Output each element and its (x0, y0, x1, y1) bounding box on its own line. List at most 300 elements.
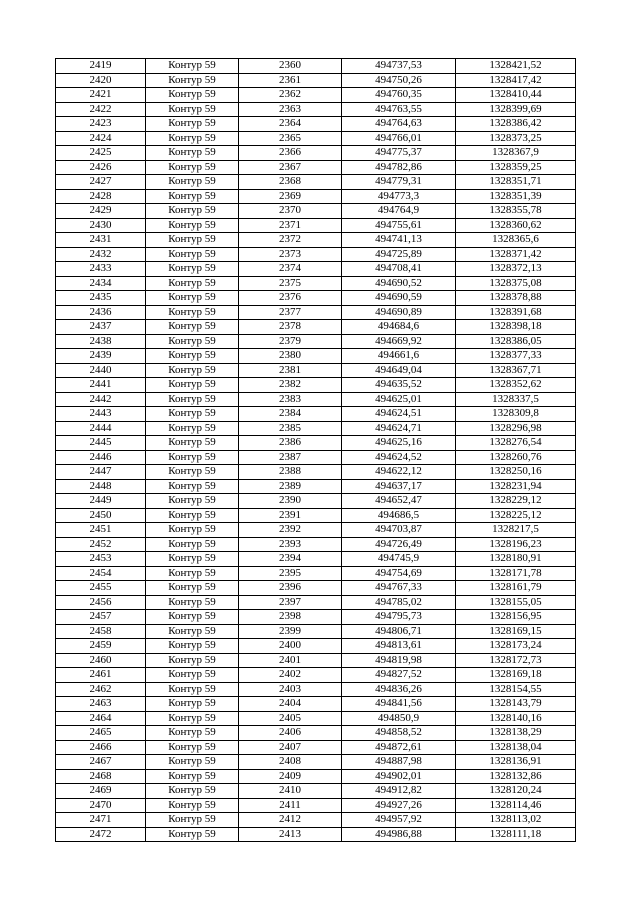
x-coordinate-cell: 494813,61 (342, 639, 456, 654)
x-coordinate-cell: 494703,87 (342, 523, 456, 538)
row-number-cell: 2425 (56, 146, 146, 161)
table-row (56, 494, 576, 509)
point-number-cell: 2394 (239, 552, 342, 567)
y-coordinate-cell: 1328372,13 (456, 262, 576, 277)
table-row (56, 392, 576, 407)
x-coordinate-cell: 494708,41 (342, 262, 456, 277)
table-row (56, 668, 576, 683)
row-number-cell: 2447 (56, 465, 146, 480)
contour-name-cell: Контур 59 (146, 378, 239, 393)
row-number-cell: 2444 (56, 421, 146, 436)
table-row (56, 726, 576, 741)
y-coordinate-cell: 1328359,25 (456, 160, 576, 175)
row-number-cell: 2472 (56, 827, 146, 842)
y-coordinate-cell: 1328398,18 (456, 320, 576, 335)
x-coordinate-cell: 494779,31 (342, 175, 456, 190)
row-number-cell: 2465 (56, 726, 146, 741)
x-coordinate-cell: 494927,26 (342, 798, 456, 813)
point-number-cell: 2369 (239, 189, 342, 204)
row-number-cell: 2436 (56, 305, 146, 320)
contour-name-cell: Контур 59 (146, 639, 239, 654)
table-row (56, 537, 576, 552)
table-row (56, 595, 576, 610)
x-coordinate-cell: 494625,16 (342, 436, 456, 451)
row-number-cell: 2422 (56, 102, 146, 117)
table-row (56, 813, 576, 828)
x-coordinate-cell: 494912,82 (342, 784, 456, 799)
x-coordinate-cell: 494745,9 (342, 552, 456, 567)
table-row (56, 610, 576, 625)
x-coordinate-cell: 494754,69 (342, 566, 456, 581)
table-row (56, 363, 576, 378)
point-number-cell: 2388 (239, 465, 342, 480)
x-coordinate-cell: 494986,88 (342, 827, 456, 842)
row-number-cell: 2441 (56, 378, 146, 393)
x-coordinate-cell: 494635,52 (342, 378, 456, 393)
row-number-cell: 2455 (56, 581, 146, 596)
y-coordinate-cell: 1328391,68 (456, 305, 576, 320)
row-number-cell: 2462 (56, 682, 146, 697)
x-coordinate-cell: 494686,5 (342, 508, 456, 523)
y-coordinate-cell: 1328377,33 (456, 349, 576, 364)
table-row (56, 276, 576, 291)
row-number-cell: 2432 (56, 247, 146, 262)
point-number-cell: 2396 (239, 581, 342, 596)
table-row (56, 334, 576, 349)
y-coordinate-cell: 1328120,24 (456, 784, 576, 799)
contour-name-cell: Контур 59 (146, 523, 239, 538)
y-coordinate-cell: 1328360,62 (456, 218, 576, 233)
point-number-cell: 2367 (239, 160, 342, 175)
point-number-cell: 2405 (239, 711, 342, 726)
row-number-cell: 2440 (56, 363, 146, 378)
row-number-cell: 2461 (56, 668, 146, 683)
table-row (56, 189, 576, 204)
table-row (56, 508, 576, 523)
table-row (56, 697, 576, 712)
row-number-cell: 2424 (56, 131, 146, 146)
y-coordinate-cell: 1328196,23 (456, 537, 576, 552)
contour-name-cell: Контур 59 (146, 450, 239, 465)
contour-name-cell: Контур 59 (146, 436, 239, 451)
point-number-cell: 2366 (239, 146, 342, 161)
y-coordinate-cell: 1328169,15 (456, 624, 576, 639)
contour-name-cell: Контур 59 (146, 189, 239, 204)
y-coordinate-cell: 1328371,42 (456, 247, 576, 262)
row-number-cell: 2453 (56, 552, 146, 567)
point-number-cell: 2390 (239, 494, 342, 509)
y-coordinate-cell: 1328351,71 (456, 175, 576, 190)
point-number-cell: 2401 (239, 653, 342, 668)
point-number-cell: 2392 (239, 523, 342, 538)
contour-name-cell: Контур 59 (146, 697, 239, 712)
table-row (56, 653, 576, 668)
contour-name-cell: Контур 59 (146, 160, 239, 175)
table-row (56, 88, 576, 103)
point-number-cell: 2381 (239, 363, 342, 378)
table-row (56, 146, 576, 161)
y-coordinate-cell: 1328296,98 (456, 421, 576, 436)
y-coordinate-cell: 1328156,95 (456, 610, 576, 625)
point-number-cell: 2403 (239, 682, 342, 697)
contour-name-cell: Контур 59 (146, 363, 239, 378)
row-number-cell: 2439 (56, 349, 146, 364)
table-row (56, 378, 576, 393)
contour-name-cell: Контур 59 (146, 146, 239, 161)
contour-name-cell: Контур 59 (146, 668, 239, 683)
point-number-cell: 2412 (239, 813, 342, 828)
x-coordinate-cell: 494725,89 (342, 247, 456, 262)
x-coordinate-cell: 494652,47 (342, 494, 456, 509)
contour-name-cell: Контур 59 (146, 784, 239, 799)
point-number-cell: 2364 (239, 117, 342, 132)
point-number-cell: 2360 (239, 59, 342, 74)
y-coordinate-cell: 1328355,78 (456, 204, 576, 219)
x-coordinate-cell: 494690,89 (342, 305, 456, 320)
x-coordinate-cell: 494741,13 (342, 233, 456, 248)
x-coordinate-cell: 494887,98 (342, 755, 456, 770)
point-number-cell: 2406 (239, 726, 342, 741)
row-number-cell: 2457 (56, 610, 146, 625)
table-row (56, 552, 576, 567)
table-row (56, 436, 576, 451)
point-number-cell: 2409 (239, 769, 342, 784)
row-number-cell: 2471 (56, 813, 146, 828)
table-row (56, 798, 576, 813)
table-row (56, 755, 576, 770)
x-coordinate-cell: 494836,26 (342, 682, 456, 697)
x-coordinate-cell: 494625,01 (342, 392, 456, 407)
contour-name-cell: Контур 59 (146, 204, 239, 219)
y-coordinate-cell: 1328171,78 (456, 566, 576, 581)
y-coordinate-cell: 1328143,79 (456, 697, 576, 712)
table-row (56, 73, 576, 88)
point-number-cell: 2365 (239, 131, 342, 146)
table-row (56, 175, 576, 190)
point-number-cell: 2395 (239, 566, 342, 581)
row-number-cell: 2451 (56, 523, 146, 538)
y-coordinate-cell: 1328378,88 (456, 291, 576, 306)
x-coordinate-cell: 494766,01 (342, 131, 456, 146)
table-row (56, 479, 576, 494)
y-coordinate-cell: 1328114,46 (456, 798, 576, 813)
table-row (56, 247, 576, 262)
table-row (56, 160, 576, 175)
row-number-cell: 2467 (56, 755, 146, 770)
table-row (56, 421, 576, 436)
contour-name-cell: Контур 59 (146, 827, 239, 842)
table-row (56, 624, 576, 639)
y-coordinate-cell: 1328351,39 (456, 189, 576, 204)
contour-name-cell: Контур 59 (146, 552, 239, 567)
point-number-cell: 2383 (239, 392, 342, 407)
x-coordinate-cell: 494775,37 (342, 146, 456, 161)
row-number-cell: 2466 (56, 740, 146, 755)
row-number-cell: 2464 (56, 711, 146, 726)
x-coordinate-cell: 494872,61 (342, 740, 456, 755)
point-number-cell: 2386 (239, 436, 342, 451)
table-row (56, 827, 576, 842)
contour-name-cell: Контур 59 (146, 392, 239, 407)
x-coordinate-cell: 494750,26 (342, 73, 456, 88)
point-number-cell: 2391 (239, 508, 342, 523)
y-coordinate-cell: 1328399,69 (456, 102, 576, 117)
contour-name-cell: Контур 59 (146, 175, 239, 190)
contour-name-cell: Контур 59 (146, 117, 239, 132)
table-row (56, 769, 576, 784)
table-row (56, 305, 576, 320)
point-number-cell: 2399 (239, 624, 342, 639)
y-coordinate-cell: 1328421,52 (456, 59, 576, 74)
row-number-cell: 2433 (56, 262, 146, 277)
y-coordinate-cell: 1328140,16 (456, 711, 576, 726)
row-number-cell: 2446 (56, 450, 146, 465)
y-coordinate-cell: 1328386,05 (456, 334, 576, 349)
x-coordinate-cell: 494827,52 (342, 668, 456, 683)
contour-name-cell: Контур 59 (146, 740, 239, 755)
y-coordinate-cell: 1328229,12 (456, 494, 576, 509)
contour-name-cell: Контур 59 (146, 813, 239, 828)
x-coordinate-cell: 494760,35 (342, 88, 456, 103)
contour-name-cell: Контур 59 (146, 407, 239, 422)
row-number-cell: 2434 (56, 276, 146, 291)
x-coordinate-cell: 494850,9 (342, 711, 456, 726)
table-row (56, 711, 576, 726)
table-row (56, 102, 576, 117)
x-coordinate-cell: 494764,9 (342, 204, 456, 219)
y-coordinate-cell: 1328352,62 (456, 378, 576, 393)
contour-name-cell: Контур 59 (146, 769, 239, 784)
row-number-cell: 2421 (56, 88, 146, 103)
y-coordinate-cell: 1328231,94 (456, 479, 576, 494)
contour-name-cell: Контур 59 (146, 218, 239, 233)
y-coordinate-cell: 1328172,73 (456, 653, 576, 668)
point-number-cell: 2400 (239, 639, 342, 654)
point-number-cell: 2408 (239, 755, 342, 770)
row-number-cell: 2445 (56, 436, 146, 451)
point-number-cell: 2397 (239, 595, 342, 610)
contour-name-cell: Контур 59 (146, 595, 239, 610)
table-row (56, 131, 576, 146)
y-coordinate-cell: 1328136,91 (456, 755, 576, 770)
y-coordinate-cell: 1328217,5 (456, 523, 576, 538)
point-number-cell: 2378 (239, 320, 342, 335)
contour-name-cell: Контур 59 (146, 421, 239, 436)
x-coordinate-cell: 494624,51 (342, 407, 456, 422)
y-coordinate-cell: 1328180,91 (456, 552, 576, 567)
row-number-cell: 2452 (56, 537, 146, 552)
y-coordinate-cell: 1328111,18 (456, 827, 576, 842)
x-coordinate-cell: 494726,49 (342, 537, 456, 552)
table-row (56, 465, 576, 480)
y-coordinate-cell: 1328367,9 (456, 146, 576, 161)
point-number-cell: 2362 (239, 88, 342, 103)
point-number-cell: 2413 (239, 827, 342, 842)
x-coordinate-cell: 494782,86 (342, 160, 456, 175)
point-number-cell: 2382 (239, 378, 342, 393)
x-coordinate-cell: 494764,63 (342, 117, 456, 132)
point-number-cell: 2370 (239, 204, 342, 219)
point-number-cell: 2379 (239, 334, 342, 349)
point-number-cell: 2376 (239, 291, 342, 306)
x-coordinate-cell: 494737,53 (342, 59, 456, 74)
row-number-cell: 2456 (56, 595, 146, 610)
row-number-cell: 2438 (56, 334, 146, 349)
point-number-cell: 2384 (239, 407, 342, 422)
point-number-cell: 2374 (239, 262, 342, 277)
x-coordinate-cell: 494763,55 (342, 102, 456, 117)
point-number-cell: 2371 (239, 218, 342, 233)
contour-name-cell: Контур 59 (146, 276, 239, 291)
y-coordinate-cell: 1328367,71 (456, 363, 576, 378)
contour-name-cell: Контур 59 (146, 624, 239, 639)
x-coordinate-cell: 494858,52 (342, 726, 456, 741)
y-coordinate-cell: 1328365,6 (456, 233, 576, 248)
x-coordinate-cell: 494669,92 (342, 334, 456, 349)
point-number-cell: 2385 (239, 421, 342, 436)
x-coordinate-cell: 494690,52 (342, 276, 456, 291)
contour-name-cell: Контур 59 (146, 465, 239, 480)
x-coordinate-cell: 494690,59 (342, 291, 456, 306)
row-number-cell: 2442 (56, 392, 146, 407)
row-number-cell: 2449 (56, 494, 146, 509)
table-row (56, 523, 576, 538)
point-number-cell: 2380 (239, 349, 342, 364)
point-number-cell: 2410 (239, 784, 342, 799)
contour-name-cell: Контур 59 (146, 798, 239, 813)
x-coordinate-cell: 494684,6 (342, 320, 456, 335)
row-number-cell: 2430 (56, 218, 146, 233)
table-row (56, 639, 576, 654)
y-coordinate-cell: 1328309,8 (456, 407, 576, 422)
contour-name-cell: Контур 59 (146, 88, 239, 103)
contour-name-cell: Контур 59 (146, 653, 239, 668)
x-coordinate-cell: 494767,33 (342, 581, 456, 596)
coordinates-table-body (56, 59, 576, 842)
contour-name-cell: Контур 59 (146, 262, 239, 277)
y-coordinate-cell: 1328410,44 (456, 88, 576, 103)
row-number-cell: 2454 (56, 566, 146, 581)
contour-name-cell: Контур 59 (146, 479, 239, 494)
y-coordinate-cell: 1328417,42 (456, 73, 576, 88)
contour-name-cell: Контур 59 (146, 610, 239, 625)
row-number-cell: 2431 (56, 233, 146, 248)
contour-name-cell: Контур 59 (146, 349, 239, 364)
contour-name-cell: Контур 59 (146, 291, 239, 306)
row-number-cell: 2426 (56, 160, 146, 175)
table-row (56, 349, 576, 364)
contour-name-cell: Контур 59 (146, 233, 239, 248)
point-number-cell: 2407 (239, 740, 342, 755)
x-coordinate-cell: 494841,56 (342, 697, 456, 712)
point-number-cell: 2404 (239, 697, 342, 712)
x-coordinate-cell: 494661,6 (342, 349, 456, 364)
y-coordinate-cell: 1328276,54 (456, 436, 576, 451)
y-coordinate-cell: 1328260,76 (456, 450, 576, 465)
table-row (56, 291, 576, 306)
y-coordinate-cell: 1328373,25 (456, 131, 576, 146)
table-row (56, 581, 576, 596)
table-row (56, 407, 576, 422)
row-number-cell: 2437 (56, 320, 146, 335)
table-row (56, 450, 576, 465)
contour-name-cell: Контур 59 (146, 726, 239, 741)
contour-name-cell: Контур 59 (146, 320, 239, 335)
x-coordinate-cell: 494622,12 (342, 465, 456, 480)
y-coordinate-cell: 1328155,05 (456, 595, 576, 610)
x-coordinate-cell: 494957,92 (342, 813, 456, 828)
x-coordinate-cell: 494795,73 (342, 610, 456, 625)
table-row (56, 320, 576, 335)
row-number-cell: 2443 (56, 407, 146, 422)
y-coordinate-cell: 1328154,55 (456, 682, 576, 697)
y-coordinate-cell: 1328169,18 (456, 668, 576, 683)
row-number-cell: 2419 (56, 59, 146, 74)
table-row (56, 784, 576, 799)
x-coordinate-cell: 494637,17 (342, 479, 456, 494)
y-coordinate-cell: 1328386,42 (456, 117, 576, 132)
y-coordinate-cell: 1328138,04 (456, 740, 576, 755)
contour-name-cell: Контур 59 (146, 682, 239, 697)
point-number-cell: 2363 (239, 102, 342, 117)
table-row (56, 740, 576, 755)
row-number-cell: 2450 (56, 508, 146, 523)
table-row (56, 218, 576, 233)
row-number-cell: 2459 (56, 639, 146, 654)
y-coordinate-cell: 1328173,24 (456, 639, 576, 654)
point-number-cell: 2393 (239, 537, 342, 552)
table-row (56, 566, 576, 581)
x-coordinate-cell: 494773,3 (342, 189, 456, 204)
table-row (56, 59, 576, 74)
row-number-cell: 2435 (56, 291, 146, 306)
point-number-cell: 2411 (239, 798, 342, 813)
point-number-cell: 2375 (239, 276, 342, 291)
x-coordinate-cell: 494902,01 (342, 769, 456, 784)
y-coordinate-cell: 1328337,5 (456, 392, 576, 407)
contour-name-cell: Контур 59 (146, 755, 239, 770)
table-row (56, 204, 576, 219)
point-number-cell: 2387 (239, 450, 342, 465)
point-number-cell: 2372 (239, 233, 342, 248)
row-number-cell: 2463 (56, 697, 146, 712)
coordinates-table (55, 58, 576, 842)
row-number-cell: 2470 (56, 798, 146, 813)
contour-name-cell: Контур 59 (146, 102, 239, 117)
x-coordinate-cell: 494649,04 (342, 363, 456, 378)
contour-name-cell: Контур 59 (146, 247, 239, 262)
document-page (55, 58, 575, 842)
y-coordinate-cell: 1328375,08 (456, 276, 576, 291)
contour-name-cell: Контур 59 (146, 73, 239, 88)
point-number-cell: 2377 (239, 305, 342, 320)
x-coordinate-cell: 494624,71 (342, 421, 456, 436)
row-number-cell: 2460 (56, 653, 146, 668)
table-row (56, 117, 576, 132)
contour-name-cell: Контур 59 (146, 494, 239, 509)
contour-name-cell: Контур 59 (146, 537, 239, 552)
table-row (56, 682, 576, 697)
contour-name-cell: Контур 59 (146, 305, 239, 320)
table-row (56, 262, 576, 277)
contour-name-cell: Контур 59 (146, 711, 239, 726)
y-coordinate-cell: 1328161,79 (456, 581, 576, 596)
y-coordinate-cell: 1328225,12 (456, 508, 576, 523)
row-number-cell: 2429 (56, 204, 146, 219)
contour-name-cell: Контур 59 (146, 581, 239, 596)
point-number-cell: 2368 (239, 175, 342, 190)
row-number-cell: 2468 (56, 769, 146, 784)
